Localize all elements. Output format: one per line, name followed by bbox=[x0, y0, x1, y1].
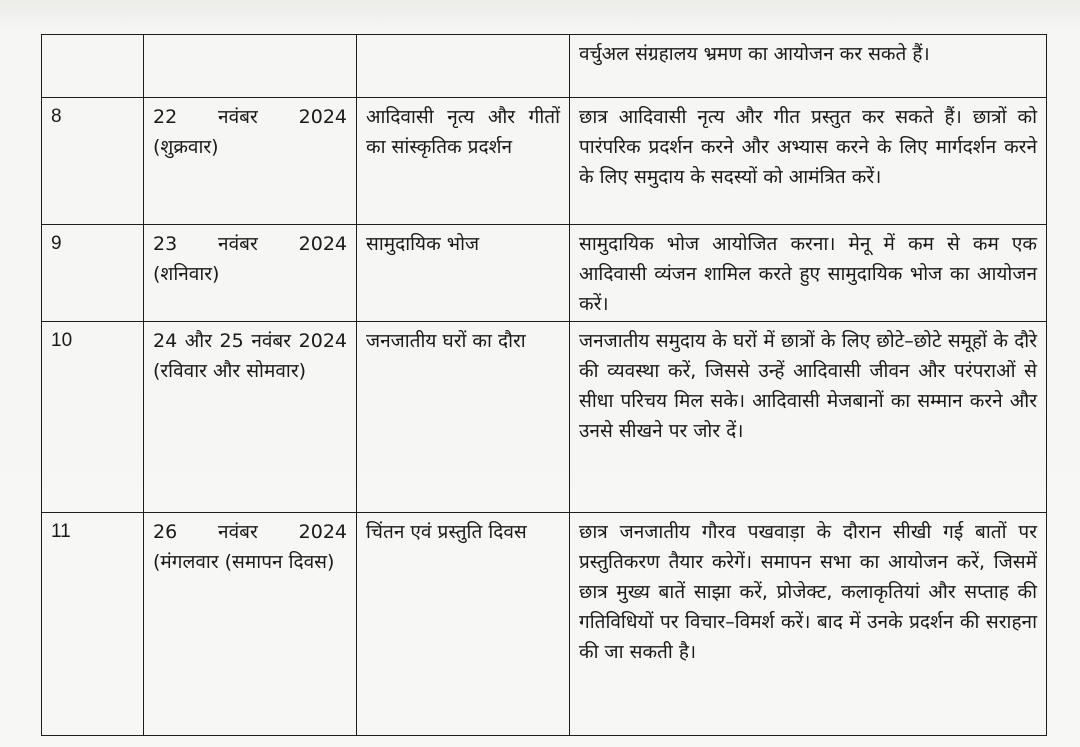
table-row bbox=[42, 98, 1047, 225]
schedule-table bbox=[41, 34, 1047, 736]
table-row bbox=[42, 225, 1047, 322]
table-row bbox=[42, 322, 1047, 513]
date-cell: 23 नवंबर 2024 (शनिवार) bbox=[144, 225, 357, 322]
table-row bbox=[42, 35, 1047, 98]
serial-number-cell: 10 bbox=[42, 322, 144, 513]
serial-number-cell bbox=[42, 35, 144, 98]
description-cell: छात्र आदिवासी नृत्य और गीत प्रस्तुत कर सकते हैं। छात्रों को पारंपरिक प्रदर्शन करने और अभ्यास करने के लिए मार्गदर्शन करने के लिए समुदाय के सदस्यों को आमंत्रित करें। bbox=[570, 98, 1047, 225]
date-cell: 24 और 25 नवंबर 2024 (रविवार और सोमवार) bbox=[144, 322, 357, 513]
activity-title-cell: सामुदायिक भोज bbox=[357, 225, 570, 322]
table-row bbox=[42, 513, 1047, 736]
date-cell: 26 नवंबर 2024 (मंगलवार (समापन दिवस) bbox=[144, 513, 357, 736]
description-cell: वर्चुअल संग्रहालय भ्रमण का आयोजन कर सकते हैं। bbox=[570, 35, 1047, 98]
description-cell: छात्र जनजातीय गौरव पखवाड़ा के दौरान सीखी गई बातों पर प्रस्तुतिकरण तैयार करेगें। समापन सभा का आयोजन करें, जिसमें छात्र मुख्य बातें साझा करें, प्रोजेक्ट, कलाकृतियां और सप्ताह की गतिविधियों पर विचार–विमर्श करें। बाद में उनके प्रदर्शन की सराहना की जा सकती है। bbox=[570, 513, 1047, 736]
serial-number-cell: 9 bbox=[42, 225, 144, 322]
serial-number-cell: 8 bbox=[42, 98, 144, 225]
date-cell bbox=[144, 35, 357, 98]
description-cell: जनजातीय समुदाय के घरों में छात्रों के लिए छोटे–छोटे समूहों के दौरे की व्यवस्था करें, जिससे उन्हें आदिवासी जीवन और परंपराओं से सीधा परिचय मिल सके। आदिवासी मेजबानों का सम्मान करने और उनसे सीखने पर जोर दें। bbox=[570, 322, 1047, 513]
activity-title-cell: जनजातीय घरों का दौरा bbox=[357, 322, 570, 513]
activity-title-cell bbox=[357, 35, 570, 98]
description-cell: सामुदायिक भोज आयोजित करना। मेनू में कम से कम एक आदिवासी व्यंजन शामिल करते हुए सामुदायिक भोज का आयोजन करें। bbox=[570, 225, 1047, 322]
date-cell: 22 नवंबर 2024 (शुक्रवार) bbox=[144, 98, 357, 225]
activity-title-cell: आदिवासी नृत्य और गीतों का सांस्कृतिक प्रदर्शन bbox=[357, 98, 570, 225]
serial-number-cell: 11 bbox=[42, 513, 144, 736]
activity-title-cell: चिंतन एवं प्रस्तुति दिवस bbox=[357, 513, 570, 736]
